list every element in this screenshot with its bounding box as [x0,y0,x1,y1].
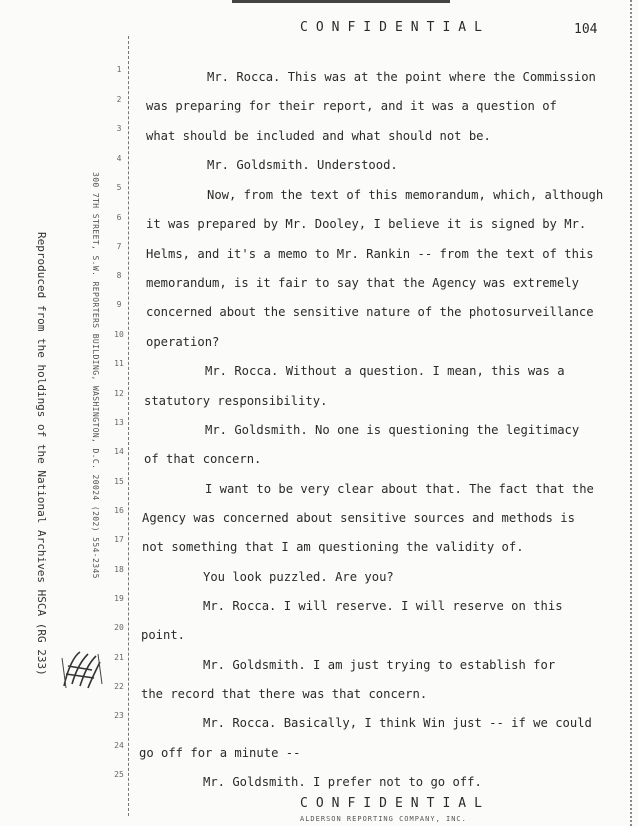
transcript-line: Mr. Rocca. I will reserve. I will reserve on this [203,599,563,613]
transcript-line: operation? [146,335,220,349]
archive-stamp-icon [58,648,104,692]
line-number: 18 [114,565,124,574]
right-margin-rule [630,0,632,826]
line-number: 12 [114,389,124,398]
line-number: 15 [114,477,124,486]
transcript-line: it was prepared by Mr. Dooley, I believe it is signed by Mr. [146,217,587,231]
line-number: 21 [114,653,124,662]
line-number: 7 [116,242,122,251]
transcript-line: Agency was concerned about sensitive sources and methods is [142,511,575,525]
line-number: 6 [116,213,122,222]
line-number: 23 [114,711,124,720]
transcript-line: Mr. Goldsmith. No one is questioning the legitimacy [205,423,580,437]
line-number: 8 [116,271,122,280]
transcript-line: Mr. Goldsmith. I am just trying to establish for [203,658,556,672]
line-number: 13 [114,418,124,427]
transcript-line: point. [141,628,186,642]
top-scribble [232,0,450,8]
line-number: 24 [114,741,124,750]
line-number: 19 [114,594,124,603]
line-number: 2 [116,95,122,104]
transcript-line: the record that there was that concern. [141,687,428,701]
transcript-line: You look puzzled. Are you? [203,570,394,584]
page-number: 104 [574,22,598,37]
line-number: 1 [116,65,122,74]
transcript-line: Mr. Goldsmith. I prefer not to go off. [203,775,482,789]
transcript-line: Helms, and it's a memo to Mr. Rankin -- from the text of this [146,247,594,261]
line-number: 25 [114,770,124,779]
transcript-line: I want to be very clear about that. The fact that the [205,482,594,496]
line-number: 14 [114,447,124,456]
transcript-line: memorandum, is it fair to say that the Agency was extremely [146,276,579,290]
transcript-line: statutory responsibility. [144,394,328,408]
transcript-line: concerned about the sensitive nature of the photosurveillance [146,305,594,319]
reporting-company: ALDERSON REPORTING COMPANY, INC. [300,815,467,823]
transcript-line: Mr. Rocca. Basically, I think Win just -- if we could [203,716,592,730]
transcript-line: Now, from the text of this memorandum, which, although [207,188,604,202]
transcript-line: what should be included and what should not be. [146,129,491,143]
line-number: 16 [114,506,124,515]
page-header: CONFIDENTIAL [300,20,490,35]
line-number: 10 [114,330,124,339]
line-number: 5 [116,183,122,192]
transcript-line: Mr. Goldsmith. Understood. [207,158,398,172]
transcript-line: Mr. Rocca. This was at the point where the Commission [207,70,596,84]
left-margin-rule [128,36,129,816]
transcript-line: Mr. Rocca. Without a question. I mean, this was a [205,364,565,378]
line-number: 17 [114,535,124,544]
page-footer: CONFIDENTIAL [300,796,490,811]
reporter-address: 300 7TH STREET, S.W. REPORTERS BUILDING, WASHINGTON, D.C. 20024 (202) 554-2345 [91,172,100,579]
transcript-line: was preparing for their report, and it was a question of [146,99,557,113]
transcript-line: of that concern. [144,452,262,466]
line-number: 4 [116,154,122,163]
line-number: 3 [116,124,122,133]
line-number: 22 [114,682,124,691]
transcript-line: go off for a minute -- [139,746,301,760]
transcript-line: not something that I am questioning the validity of. [142,540,524,554]
line-number: 9 [116,300,122,309]
reproduction-note: Reproduced from the holdings of the National Archives HSCA (RG 233) [35,232,48,676]
line-number: 20 [114,623,124,632]
line-number: 11 [114,359,124,368]
